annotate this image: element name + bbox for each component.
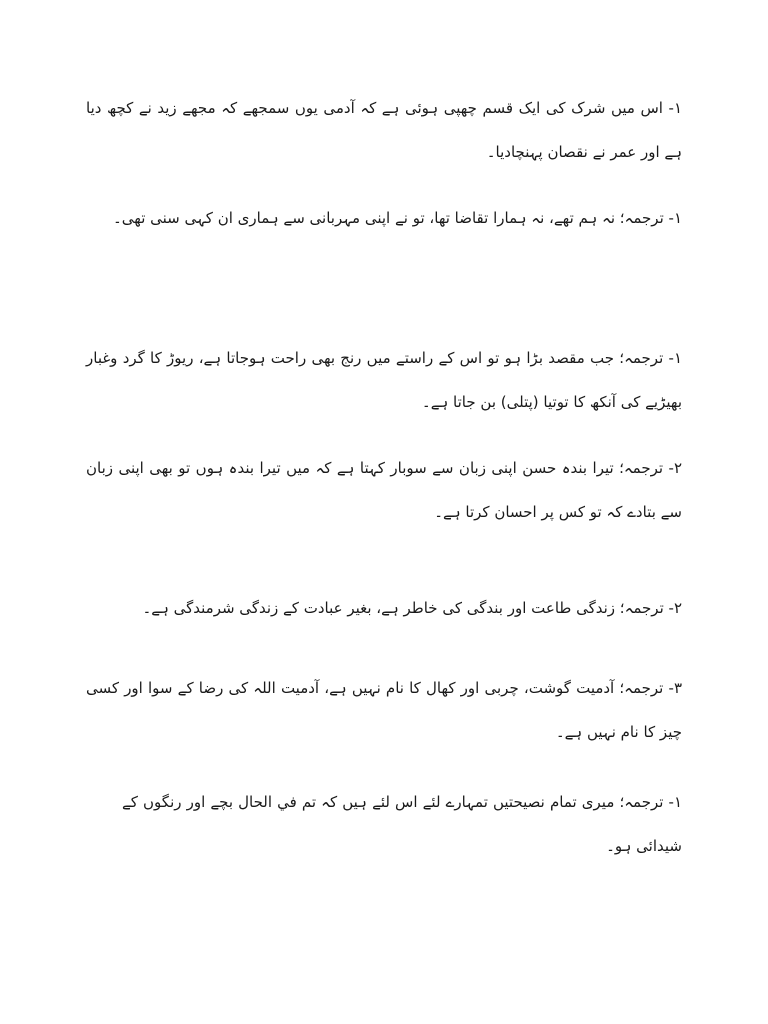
paragraph-2: ١- ترجمہ؛ نہ ہم تھے، نہ ہمارا تقاضا تھا، تو نے اپنی مہربانی سے ہماری ان کہی سنی تھی۔: [112, 209, 682, 227]
paragraph-7: ١- ترجمہ؛ میری تمام نصیحتیں تمہارے لئے اس لئے ہیں کہ تم في الحال بچے اور رنگوں کے شیدائی ہو۔: [122, 793, 682, 855]
paragraph-1: ١- اس میں شرک کی ایک قسم چھپی ہوئی ہے کہ آدمی یوں سمجھے کہ مجھے زید نے کچھ دیا ہے اور عمر نے نقصان پہنچادیا۔: [86, 99, 682, 161]
paragraph-5: ٢- ترجمہ؛ زندگی طاعت اور بندگی کی خاطر ہے، بغیر عبادت کے زندگی شرمندگی ہے۔: [142, 599, 682, 617]
paragraph-4: ٢- ترجمہ؛ تیرا بندہ حسن اپنی زبان سے سوبار کہتا ہے کہ میں تیرا بندہ ہوں تو بھی اپنی زبان سے بتادے کہ تو کس پر احسان کرتا ہے۔: [86, 459, 682, 521]
paragraph-3: ١- ترجمہ؛ جب مقصد بڑا ہو تو اس کے راستے میں رنج بھی راحت ہوجاتا ہے، ریوڑ کا گرد وغبار بھیڑیے کی آنکھ کا توتیا (پتلی) بن جاتا ہے۔: [86, 349, 682, 411]
paragraph-6: ٣- ترجمہ؛ آدمیت گوشت، چربی اور کھال کا نام نہیں ہے، آدمیت اللہ کی رضا کے سوا اور کسی چیز کا نام نہیں ہے۔: [86, 679, 682, 741]
